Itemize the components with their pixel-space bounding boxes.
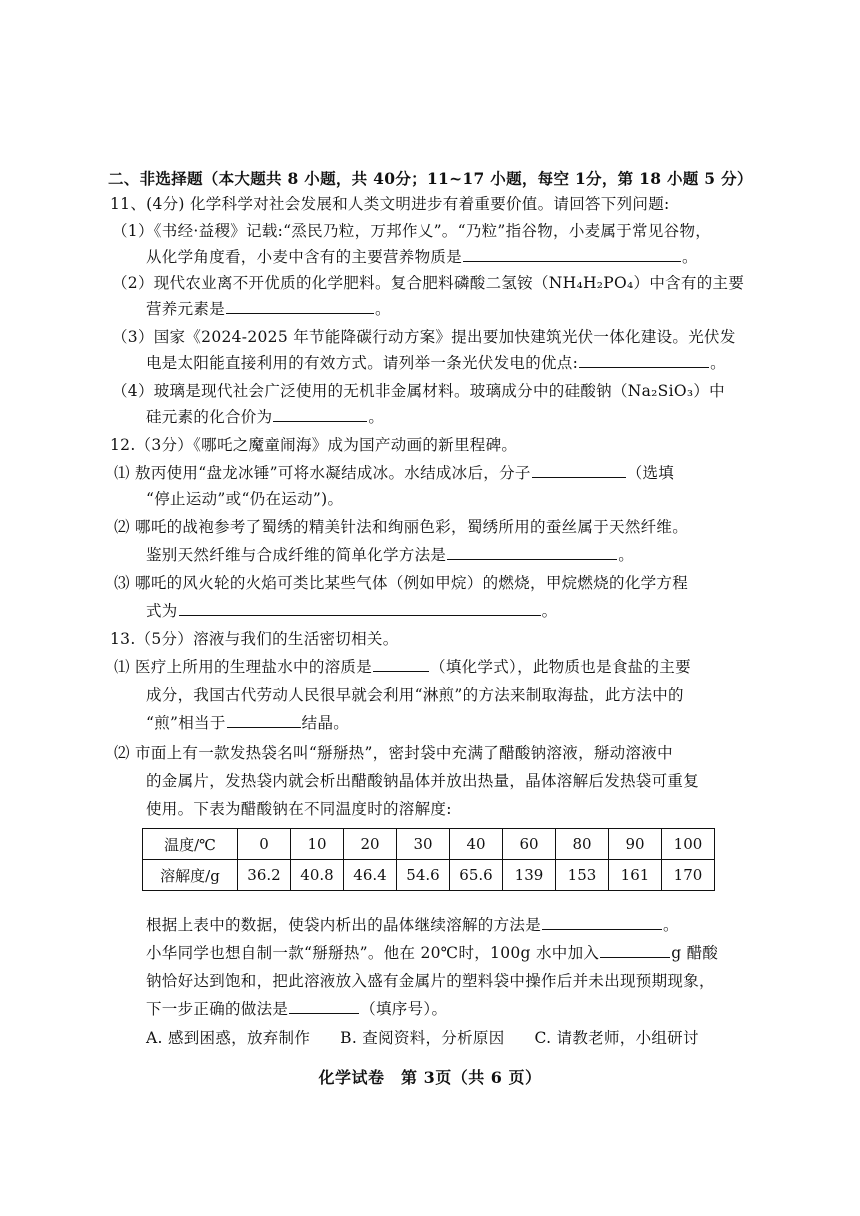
q13-after-table-line2: 小华同学也想自制一款“掰掰热”。他在 20℃时，100g 水中加入 g 醋酸 <box>146 944 719 962</box>
q11-part2-line2: 营养元素是 。 <box>146 300 391 318</box>
q13-after-table-line1: 根据上表中的数据，使袋内析出的晶体继续溶解的方法是 。 <box>146 916 679 934</box>
answer-blank[interactable] <box>227 713 301 728</box>
answer-blank[interactable] <box>600 943 670 958</box>
table-cell: 80 <box>556 829 609 860</box>
option-a[interactable]: A. 感到困惑，放弃制作 <box>146 1029 311 1047</box>
table-row-label: 温度/℃ <box>143 829 238 860</box>
answer-blank[interactable] <box>463 247 681 262</box>
table-row-label: 溶解度/g <box>143 860 238 891</box>
answer-blank[interactable] <box>179 601 541 616</box>
answer-blank[interactable] <box>542 915 662 930</box>
table-cell: 40 <box>450 829 503 860</box>
solubility-row <box>143 860 715 891</box>
answer-blank[interactable] <box>532 463 626 478</box>
answer-blank[interactable] <box>579 353 709 368</box>
temperature-row <box>143 829 715 860</box>
q13-part2-line2: 的金属片，发热袋内就会析出醋酸钠晶体并放出热量，晶体溶解后发热袋可重复 <box>146 772 700 790</box>
q11-part4-line2: 硅元素的化合价为 。 <box>146 408 385 426</box>
q12-part2-line2: 鉴别天然纤维与合成纤维的简单化学方法是 。 <box>146 546 635 564</box>
q11-part3-line1: （3）国家《2024-2025 年节能降碳行动方案》提出要加快建筑光伏一体化建设。光伏发 <box>112 328 736 346</box>
q13-part1-line2: 成分，我国古代劳动人民很早就会利用“淋煎”的方法来制取海盐，此方法中的 <box>146 686 684 704</box>
q11-stem: 11、(4分) 化学科学对社会发展和人类文明进步有着重要价值。请回答下列问题: <box>110 195 670 213</box>
q11-part2-line1: （2）现代农业离不开优质的化学肥料。复合肥料磷酸二氢铵（NH₄H₂PO₄）中含有的主要 <box>112 274 745 292</box>
q12-stem: 12.（3分）《哪吒之魔童闹海》成为国产动画的新里程碑。 <box>110 436 518 454</box>
answer-blank[interactable] <box>289 999 359 1014</box>
table-cell: 36.2 <box>238 860 291 891</box>
table-cell: 30 <box>397 829 450 860</box>
answer-blank[interactable] <box>273 407 367 422</box>
q11-part1-line1: （1）《书经·益稷》记载:“烝民乃粒，万邦作乂”。“乃粒”指谷物，小麦属于常见谷物， <box>112 222 712 240</box>
q13-part2-line1: ⑵ 市面上有一款发热袋名叫“掰掰热”，密封袋中充满了醋酸钠溶液，掰动溶液中 <box>114 744 673 762</box>
q11-part1-line2: 从化学角度看，小麦中含有的主要营养物质是 。 <box>146 248 698 266</box>
q11-part4-line1: （4）玻璃是现代社会广泛使用的无机非金属材料。玻璃成分中的硅酸钠（Na₂SiO₃）中 <box>112 382 725 400</box>
q13-part1-line1: ⑴ 医疗上所用的生理盐水中的溶质是 （填化学式），此物质也是食盐的主要 <box>114 658 691 676</box>
answer-blank[interactable] <box>447 545 617 560</box>
option-b[interactable]: B. 查阅资料，分析原因 <box>340 1029 505 1047</box>
q11-part3-line2: 电是太阳能直接利用的有效方式。请列举一条光伏发电的优点: 。 <box>146 354 726 372</box>
table-cell: 0 <box>238 829 291 860</box>
section-header: 二、非选择题（本大题共 8 小题，共 40分；11~17 小题，每空 1分，第 18 小题 5 分） <box>108 169 753 188</box>
table-cell: 40.8 <box>291 860 344 891</box>
table-cell: 65.6 <box>450 860 503 891</box>
table-cell: 153 <box>556 860 609 891</box>
table-cell: 46.4 <box>344 860 397 891</box>
q13-after-table-line3: 钠恰好达到饱和，把此溶液放入盛有金属片的塑料袋中操作后并未出现预期现象， <box>146 972 715 990</box>
q12-part3-line2: 式为 。 <box>146 602 558 620</box>
table-cell: 170 <box>662 860 715 891</box>
table-cell: 60 <box>503 829 556 860</box>
q12-part1-line2: “停止运动”或“仍在运动”)。 <box>146 490 344 508</box>
table-cell: 100 <box>662 829 715 860</box>
q12-part3-line1: ⑶ 哪吒的风火轮的火焰可类比某些气体（例如甲烷）的燃烧，甲烷燃烧的化学方程 <box>114 574 689 592</box>
table-cell: 10 <box>291 829 344 860</box>
answer-blank[interactable] <box>226 299 374 314</box>
page-footer: 化学试卷 第 3页（共 6 页） <box>318 1068 542 1087</box>
table-cell: 20 <box>344 829 397 860</box>
q12-part1-line1: ⑴ 敖丙使用“盘龙冰锤”可将水凝结成冰。水结成冰后，分子 （选填 <box>114 464 675 482</box>
table-cell: 139 <box>503 860 556 891</box>
q13-part1-line3: “煎”相当于 结晶。 <box>146 714 350 732</box>
option-c[interactable]: C. 请教老师，小组研讨 <box>534 1029 699 1047</box>
q13-part2-line3: 使用。下表为醋酸钠在不同温度时的溶解度: <box>146 800 452 818</box>
solubility-table <box>142 828 715 891</box>
table-cell: 54.6 <box>397 860 450 891</box>
q13-options <box>146 1027 699 1049</box>
q12-part2-line1: ⑵ 哪吒的战袍参考了蜀绣的精美针法和绚丽色彩，蜀绣所用的蚕丝属于天然纤维。 <box>114 518 689 536</box>
table-cell: 161 <box>609 860 662 891</box>
table-cell: 90 <box>609 829 662 860</box>
q13-stem: 13.（5分）溶液与我们的生活密切相关。 <box>110 630 399 648</box>
answer-blank[interactable] <box>373 657 429 672</box>
q13-after-table-line4: 下一步正确的做法是 （填序号）。 <box>146 1000 448 1018</box>
